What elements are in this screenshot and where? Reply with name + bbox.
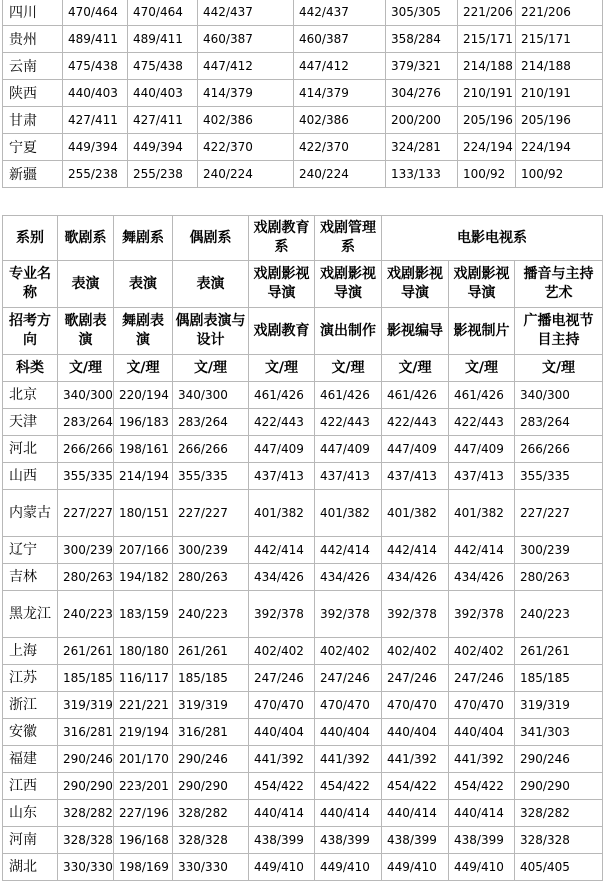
score-cell: 341/303 <box>515 719 603 746</box>
score-cell: 392/378 <box>249 591 315 638</box>
score-cell: 440/404 <box>249 719 315 746</box>
score-cell: 392/378 <box>449 591 515 638</box>
score-cell: 402/402 <box>249 638 315 665</box>
table-row <box>3 692 603 719</box>
score-cell: 422/443 <box>382 409 449 436</box>
score-cell: 210/191 <box>516 80 603 107</box>
score-cell: 194/182 <box>114 564 173 591</box>
score-cell: 221/206 <box>516 0 603 26</box>
score-cell: 438/399 <box>315 827 382 854</box>
score-cell: 247/246 <box>382 665 449 692</box>
score-cell: 402/386 <box>198 107 294 134</box>
dept-dance-drama: 舞剧系 <box>114 216 173 261</box>
table-row <box>3 746 603 773</box>
score-cell: 355/335 <box>58 463 114 490</box>
score-cell: 185/185 <box>173 665 249 692</box>
direction-cell: 演出制作 <box>315 308 382 355</box>
score-cell: 401/382 <box>382 490 449 537</box>
table-row <box>3 382 603 409</box>
score-cell: 290/290 <box>173 773 249 800</box>
province-cell: 山东 <box>3 800 58 827</box>
province-cell: 浙江 <box>3 692 58 719</box>
score-cell: 460/387 <box>294 26 386 53</box>
score-cell: 447/412 <box>198 53 294 80</box>
score-cell: 283/264 <box>515 409 603 436</box>
score-cell: 461/426 <box>249 382 315 409</box>
score-cell: 449/394 <box>128 134 198 161</box>
score-cell: 283/264 <box>173 409 249 436</box>
score-cell: 414/379 <box>294 80 386 107</box>
major-cell: 播音与主持艺术 <box>515 261 603 308</box>
score-cell: 328/328 <box>515 827 603 854</box>
table-row <box>3 537 603 564</box>
score-cell: 442/437 <box>294 0 386 26</box>
dept-label: 系别 <box>3 216 58 261</box>
major-cell: 戏剧影视导演 <box>382 261 449 308</box>
score-cell: 441/392 <box>249 746 315 773</box>
score-cell: 247/246 <box>449 665 515 692</box>
score-cell: 324/281 <box>386 134 458 161</box>
score-cell: 437/413 <box>449 463 515 490</box>
score-cell: 198/169 <box>114 854 173 881</box>
score-cell: 196/183 <box>114 409 173 436</box>
score-cell: 470/470 <box>449 692 515 719</box>
score-cell: 328/282 <box>58 800 114 827</box>
province-cell: 河南 <box>3 827 58 854</box>
score-cell: 449/410 <box>315 854 382 881</box>
score-cell: 304/276 <box>386 80 458 107</box>
continued-score-table <box>2 0 603 188</box>
table-row <box>3 719 603 746</box>
province-cell: 新疆 <box>3 161 63 188</box>
score-cell: 290/246 <box>173 746 249 773</box>
major-cell: 表演 <box>58 261 114 308</box>
major-cell: 戏剧影视导演 <box>449 261 515 308</box>
score-cell: 442/414 <box>249 537 315 564</box>
score-cell: 461/426 <box>449 382 515 409</box>
score-cell: 280/263 <box>515 564 603 591</box>
province-cell: 安徽 <box>3 719 58 746</box>
score-cell: 447/409 <box>382 436 449 463</box>
score-cell: 422/443 <box>449 409 515 436</box>
direction-cell: 舞剧表演 <box>114 308 173 355</box>
score-cell: 319/319 <box>58 692 114 719</box>
score-cell: 470/470 <box>382 692 449 719</box>
score-cell: 442/414 <box>382 537 449 564</box>
score-cell: 328/282 <box>173 800 249 827</box>
score-cell: 255/238 <box>63 161 128 188</box>
province-cell: 江苏 <box>3 665 58 692</box>
score-cell: 440/414 <box>249 800 315 827</box>
score-cell: 358/284 <box>386 26 458 53</box>
score-cell: 227/227 <box>515 490 603 537</box>
province-cell: 江西 <box>3 773 58 800</box>
score-cell: 440/403 <box>63 80 128 107</box>
score-cell: 280/263 <box>173 564 249 591</box>
table-row <box>3 463 603 490</box>
score-cell: 470/464 <box>128 0 198 26</box>
score-cell: 392/378 <box>382 591 449 638</box>
score-cell: 319/319 <box>173 692 249 719</box>
score-cell: 255/238 <box>128 161 198 188</box>
subject-label: 科类 <box>3 355 58 382</box>
score-cell: 454/422 <box>249 773 315 800</box>
subject-cell: 文/理 <box>173 355 249 382</box>
score-cell: 489/411 <box>63 26 128 53</box>
score-cell: 290/290 <box>58 773 114 800</box>
score-cell: 328/328 <box>58 827 114 854</box>
score-cell: 355/335 <box>515 463 603 490</box>
dept-drama-education: 戏剧教育系 <box>249 216 315 261</box>
province-cell: 黑龙江 <box>3 591 58 638</box>
score-cell: 440/404 <box>315 719 382 746</box>
score-cell: 330/330 <box>173 854 249 881</box>
table-row <box>3 773 603 800</box>
score-cell: 440/414 <box>449 800 515 827</box>
score-cell: 442/414 <box>449 537 515 564</box>
score-cell: 240/223 <box>173 591 249 638</box>
score-cell: 434/426 <box>382 564 449 591</box>
score-cell: 205/196 <box>516 107 603 134</box>
major-label: 专业名称 <box>3 261 58 308</box>
score-cell: 414/379 <box>198 80 294 107</box>
province-cell: 宁夏 <box>3 134 63 161</box>
score-cell: 447/412 <box>294 53 386 80</box>
score-cell: 240/224 <box>294 161 386 188</box>
score-cell: 438/399 <box>449 827 515 854</box>
table-row <box>3 490 603 537</box>
table-row <box>3 591 603 638</box>
subject-cell: 文/理 <box>114 355 173 382</box>
province-cell: 上海 <box>3 638 58 665</box>
score-cell: 340/300 <box>515 382 603 409</box>
province-cell: 陕西 <box>3 80 63 107</box>
score-cell: 460/387 <box>198 26 294 53</box>
score-cell: 300/239 <box>58 537 114 564</box>
score-cell: 280/263 <box>58 564 114 591</box>
score-cell: 266/266 <box>173 436 249 463</box>
major-cell: 表演 <box>114 261 173 308</box>
province-cell: 湖北 <box>3 854 58 881</box>
score-cell: 300/239 <box>515 537 603 564</box>
score-cell: 441/392 <box>382 746 449 773</box>
score-cell: 224/194 <box>458 134 516 161</box>
score-cell: 210/191 <box>458 80 516 107</box>
score-cell: 475/438 <box>128 53 198 80</box>
score-cell: 201/170 <box>114 746 173 773</box>
score-cell: 449/410 <box>449 854 515 881</box>
score-cell: 437/413 <box>315 463 382 490</box>
score-cell: 422/370 <box>198 134 294 161</box>
score-cell: 461/426 <box>382 382 449 409</box>
province-cell: 吉林 <box>3 564 58 591</box>
score-cell: 100/92 <box>458 161 516 188</box>
score-cell: 441/392 <box>315 746 382 773</box>
score-cell: 475/438 <box>63 53 128 80</box>
province-cell: 甘肃 <box>3 107 63 134</box>
score-cell: 427/411 <box>128 107 198 134</box>
subject-cell: 文/理 <box>315 355 382 382</box>
score-cell: 454/422 <box>382 773 449 800</box>
score-cell: 183/159 <box>114 591 173 638</box>
score-cell: 340/300 <box>58 382 114 409</box>
table-row <box>3 436 603 463</box>
score-cell: 470/464 <box>63 0 128 26</box>
score-cell: 223/201 <box>114 773 173 800</box>
subject-cell: 文/理 <box>382 355 449 382</box>
province-cell: 四川 <box>3 0 63 26</box>
score-cell: 133/133 <box>386 161 458 188</box>
dept-film-tv: 电影电视系 <box>382 216 603 261</box>
score-cell: 116/117 <box>114 665 173 692</box>
score-cell: 355/335 <box>173 463 249 490</box>
score-cell: 305/305 <box>386 0 458 26</box>
province-cell: 天津 <box>3 409 58 436</box>
score-cell: 261/261 <box>173 638 249 665</box>
table-row <box>3 26 603 53</box>
dept-puppetry: 偶剧系 <box>173 216 249 261</box>
score-cell: 340/300 <box>173 382 249 409</box>
table-row <box>3 665 603 692</box>
score-cell: 221/206 <box>458 0 516 26</box>
score-cell: 261/261 <box>515 638 603 665</box>
province-cell: 河北 <box>3 436 58 463</box>
table-row <box>3 53 603 80</box>
score-cell: 447/409 <box>315 436 382 463</box>
subject-cell: 文/理 <box>58 355 114 382</box>
score-cell: 401/382 <box>315 490 382 537</box>
table-row <box>3 564 603 591</box>
score-cell: 328/282 <box>515 800 603 827</box>
score-cell: 470/470 <box>315 692 382 719</box>
score-cell: 290/246 <box>58 746 114 773</box>
score-cell: 319/319 <box>515 692 603 719</box>
province-cell: 云南 <box>3 53 63 80</box>
score-cell: 224/194 <box>516 134 603 161</box>
score-cell: 266/266 <box>58 436 114 463</box>
direction-cell: 影视制片 <box>449 308 515 355</box>
table-row <box>3 80 603 107</box>
score-cell: 227/227 <box>58 490 114 537</box>
score-cell: 200/200 <box>386 107 458 134</box>
direction-cell: 偶剧表演与设计 <box>173 308 249 355</box>
header-row-subject <box>3 355 603 382</box>
score-cell: 440/404 <box>382 719 449 746</box>
score-cell: 198/161 <box>114 436 173 463</box>
province-cell: 辽宁 <box>3 537 58 564</box>
header-row-direction <box>3 308 603 355</box>
score-cell: 402/402 <box>315 638 382 665</box>
table-row <box>3 134 603 161</box>
score-cell: 437/413 <box>249 463 315 490</box>
table-row <box>3 107 603 134</box>
score-cell: 442/437 <box>198 0 294 26</box>
table-row <box>3 800 603 827</box>
table-row <box>3 0 603 26</box>
score-cell: 440/404 <box>449 719 515 746</box>
score-cell: 402/386 <box>294 107 386 134</box>
score-cell: 434/426 <box>315 564 382 591</box>
score-cell: 214/188 <box>458 53 516 80</box>
score-cell: 449/394 <box>63 134 128 161</box>
score-cell: 447/409 <box>449 436 515 463</box>
direction-label: 招考方向 <box>3 308 58 355</box>
score-cell: 316/281 <box>173 719 249 746</box>
score-cell: 316/281 <box>58 719 114 746</box>
table-row <box>3 638 603 665</box>
score-cell: 247/246 <box>249 665 315 692</box>
dept-drama-management: 戏剧管理系 <box>315 216 382 261</box>
score-cell: 215/171 <box>516 26 603 53</box>
score-cell: 401/382 <box>449 490 515 537</box>
score-cell: 422/443 <box>315 409 382 436</box>
admission-score-table <box>2 215 603 881</box>
score-cell: 330/330 <box>58 854 114 881</box>
score-cell: 240/223 <box>58 591 114 638</box>
province-cell: 内蒙古 <box>3 490 58 537</box>
score-cell: 261/261 <box>58 638 114 665</box>
table-row <box>3 409 603 436</box>
table-row <box>3 827 603 854</box>
score-cell: 205/196 <box>458 107 516 134</box>
subject-cell: 文/理 <box>515 355 603 382</box>
score-cell: 180/151 <box>114 490 173 537</box>
score-cell: 449/410 <box>382 854 449 881</box>
score-cell: 449/410 <box>249 854 315 881</box>
score-cell: 247/246 <box>315 665 382 692</box>
score-cell: 240/223 <box>515 591 603 638</box>
table-row <box>3 161 603 188</box>
province-cell: 山西 <box>3 463 58 490</box>
score-cell: 227/196 <box>114 800 173 827</box>
score-cell: 427/411 <box>63 107 128 134</box>
score-cell: 489/411 <box>128 26 198 53</box>
major-cell: 戏剧影视导演 <box>315 261 382 308</box>
score-cell: 454/422 <box>315 773 382 800</box>
subject-cell: 文/理 <box>449 355 515 382</box>
score-cell: 207/166 <box>114 537 173 564</box>
score-cell: 440/414 <box>382 800 449 827</box>
score-cell: 283/264 <box>58 409 114 436</box>
score-cell: 434/426 <box>449 564 515 591</box>
score-cell: 401/382 <box>249 490 315 537</box>
score-cell: 461/426 <box>315 382 382 409</box>
score-cell: 422/370 <box>294 134 386 161</box>
province-cell: 北京 <box>3 382 58 409</box>
table-row <box>3 854 603 881</box>
score-cell: 441/392 <box>449 746 515 773</box>
score-cell: 221/221 <box>114 692 173 719</box>
score-cell: 438/399 <box>249 827 315 854</box>
score-cell: 437/413 <box>382 463 449 490</box>
header-row-major <box>3 261 603 308</box>
score-cell: 196/168 <box>114 827 173 854</box>
score-cell: 454/422 <box>449 773 515 800</box>
score-cell: 379/321 <box>386 53 458 80</box>
score-cell: 100/92 <box>516 161 603 188</box>
score-cell: 402/402 <box>382 638 449 665</box>
score-cell: 392/378 <box>315 591 382 638</box>
score-cell: 214/194 <box>114 463 173 490</box>
score-cell: 422/443 <box>249 409 315 436</box>
province-cell: 贵州 <box>3 26 63 53</box>
score-cell: 180/180 <box>114 638 173 665</box>
score-cell: 219/194 <box>114 719 173 746</box>
major-cell: 表演 <box>173 261 249 308</box>
major-cell: 戏剧影视导演 <box>249 261 315 308</box>
score-cell: 328/328 <box>173 827 249 854</box>
score-cell: 470/470 <box>249 692 315 719</box>
score-cell: 434/426 <box>249 564 315 591</box>
score-cell: 185/185 <box>515 665 603 692</box>
direction-cell: 影视编导 <box>382 308 449 355</box>
direction-cell: 戏剧教育 <box>249 308 315 355</box>
score-cell: 266/266 <box>515 436 603 463</box>
direction-cell: 广播电视节目主持 <box>515 308 603 355</box>
score-cell: 447/409 <box>249 436 315 463</box>
score-cell: 227/227 <box>173 490 249 537</box>
score-cell: 290/290 <box>515 773 603 800</box>
score-cell: 290/246 <box>515 746 603 773</box>
province-cell: 福建 <box>3 746 58 773</box>
score-cell: 185/185 <box>58 665 114 692</box>
score-cell: 405/405 <box>515 854 603 881</box>
dept-opera: 歌剧系 <box>58 216 114 261</box>
score-cell: 214/188 <box>516 53 603 80</box>
score-cell: 215/171 <box>458 26 516 53</box>
score-cell: 440/414 <box>315 800 382 827</box>
subject-cell: 文/理 <box>249 355 315 382</box>
score-cell: 442/414 <box>315 537 382 564</box>
score-cell: 240/224 <box>198 161 294 188</box>
score-cell: 440/403 <box>128 80 198 107</box>
score-cell: 220/194 <box>114 382 173 409</box>
score-cell: 300/239 <box>173 537 249 564</box>
direction-cell: 歌剧表演 <box>58 308 114 355</box>
score-cell: 438/399 <box>382 827 449 854</box>
header-row-department <box>3 216 603 261</box>
score-cell: 402/402 <box>449 638 515 665</box>
